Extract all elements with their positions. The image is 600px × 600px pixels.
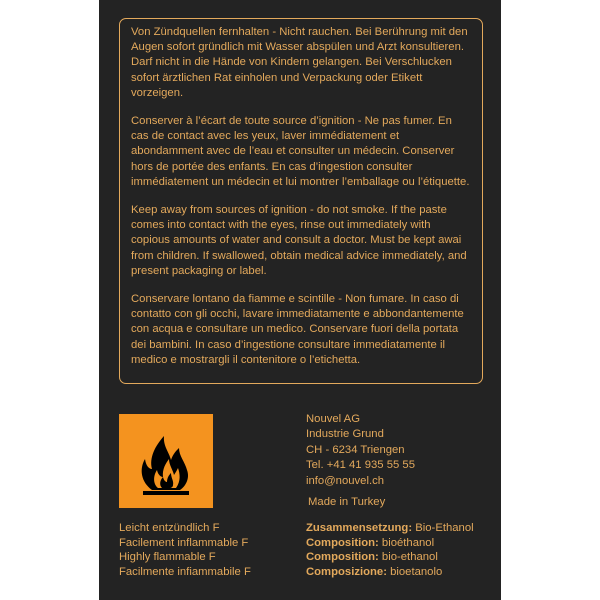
composition-german xyxy=(306,521,474,536)
company-name: Nouvel AG xyxy=(306,413,361,425)
composition-value: Bio-Ethanol xyxy=(412,522,474,534)
composition-label: Composition: xyxy=(306,551,379,564)
hazard-french: Facilement inflammable F xyxy=(119,536,249,549)
composition-value: bioetanolo xyxy=(386,565,443,578)
composition-italian xyxy=(306,565,474,580)
composition-label: Composition: xyxy=(306,536,379,549)
email-address: info@nouvel.ch xyxy=(306,474,385,487)
country-of-origin: Made in Turkey xyxy=(308,496,386,508)
product-label xyxy=(99,0,501,600)
composition-value: bioéthanol xyxy=(378,536,435,549)
warning-italian: Conservare lontano da fiamme e scintille - Non fumare. In caso di contatto con gli occhi, lavare immediatamente e abbondantemente con acqua e consultare un medico. Conservare fuori della portata dei bambini. In caso d’ingestione consultare immediatamente il medico e mostrargli il contenitore o l’etichetta. xyxy=(131,293,464,366)
hazard-english: Highly flammable F xyxy=(119,551,216,564)
composition-label: Zusammensetzung: xyxy=(306,522,413,534)
composition-list xyxy=(306,521,474,579)
flammable-pictogram xyxy=(119,414,213,508)
composition-english xyxy=(306,550,474,565)
hazard-italian: Facilmente infiammabile F xyxy=(119,565,251,578)
warning-french: Conserver à l’écart de toute source d’ignition - Ne pas fumer. En cas de contact avec les yeux, laver immédiatement et abondamment avec de l’eau et consulter un médecin. Conserver hors de portée des enfants. En cas d’ingestion consulter immédiatement un médecin et lui montrer l’emballage ou l’étiquette. xyxy=(131,115,470,188)
hazard-statements xyxy=(119,521,251,579)
safety-warnings-box xyxy=(119,18,483,384)
street-address: Industrie Grund xyxy=(306,428,384,441)
composition-value: bio-ethanol xyxy=(378,551,438,564)
composition-label: Composizione: xyxy=(306,565,387,578)
warning-english: Keep away from sources of ignition - do not smoke. If the paste comes into contact with the eyes, rinse out immediately with copious amounts of water and consult a doctor. Must be kept awai from children. If swallowed, obtain medical advice immediately, and present packaging or label. xyxy=(131,204,467,277)
phone-number: Tel. +41 41 935 55 55 xyxy=(306,459,415,472)
warning-german: Von Zündquellen fernhalten - Nicht rauchen. Bei Berührung mit den Augen sofort gründlich mit Wasser abspülen und Arzt konsultieren. Darf nicht in die Hände von Kindern gelangen. Bei Verschlucken sofort ärztlichen Rat einholen und Verpackung oder Etikett vorzeigen. xyxy=(131,26,468,99)
flame-hazard-icon xyxy=(119,414,213,508)
city-address: CH - 6234 Triengen xyxy=(306,443,405,456)
hazard-german: Leicht entzündlich F xyxy=(119,522,220,534)
composition-french xyxy=(306,536,474,551)
manufacturer-address xyxy=(306,412,415,489)
